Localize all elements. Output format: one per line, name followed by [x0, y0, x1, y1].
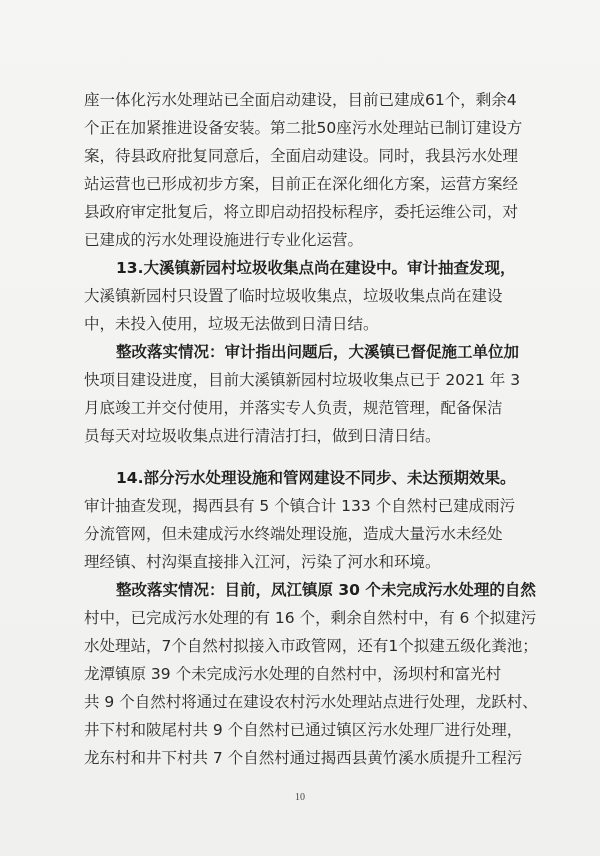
- text-line: 月底竣工并交付使用，并落实专人负责，规范管理，配备保洁: [84, 399, 503, 417]
- page-number: 10: [295, 792, 305, 803]
- text-line: 案，待县政府批复同意后，全面启动建设。同时，我县污水处理: [84, 147, 519, 165]
- text-line: 座一体化污水处理站已全面启动建设，目前已建成61个，剩余4: [84, 91, 517, 109]
- text-line: 审计抽查发现，揭西县有 5 个镇合计 133 个自然村已建成雨污: [84, 497, 516, 515]
- text-line: 大溪镇新园村只设置了临时垃圾收集点，垃圾收集点尚在建设: [84, 287, 503, 305]
- rectification-status-13: 整改落实情况：审计指出问题后，大溪镇已督促施工单位加: [116, 343, 520, 361]
- text-line: 村中，已完成污水处理的有 16 个，剩余自然村中，有 6 个拟建污: [84, 609, 537, 627]
- text-line: 龙潭镇原 39 个未完成污水处理的自然村中，汤坝村和富光村: [84, 665, 502, 683]
- text-line: 站运营也已形成初步方案，目前正在深化细化方案，运营方案经: [84, 175, 519, 193]
- text-line: 员每天对垃圾收集点进行清洁打扫，做到日清日结。: [84, 427, 441, 445]
- text-line: 井下村和陂尾村共 9 个自然村已通过镇区污水处理厂进行处理，: [84, 721, 523, 739]
- text-line: 个正在加紧推进设备安装。第二批50座污水处理站已制订建设方: [84, 119, 523, 137]
- text-line: 分流管网，但未建成污水终端处理设施，造成大量污水未经处: [84, 525, 503, 543]
- text-line: 理经镇、村沟渠直接排入江河，污染了河水和环境。: [84, 553, 441, 571]
- section-heading-13: 13.大溪镇新园村垃圾收集点尚在建设中。审计抽查发现，: [116, 259, 516, 277]
- text-line: 中，未投入使用，垃圾无法做到日清日结。: [84, 315, 379, 333]
- text-line: 已建成的污水处理设施进行专业化运营。: [84, 231, 364, 249]
- text-line: 县政府审定批复后，将立即启动招投标程序，委托运维公司，对: [84, 203, 519, 221]
- text-line: 共 9 个自然村将通过在建设农村污水处理站点进行处理，龙跃村、: [84, 693, 538, 711]
- text-line: 水处理站，7个自然村拟接入市政管网，还有1个拟建五级化粪池；: [84, 637, 538, 655]
- text-line: 快项目建设进度，目前大溪镇新园村垃圾收集点已于 2021 年 3: [84, 371, 521, 389]
- text-line: 龙东村和井下村共 7 个自然村通过揭西县黄竹溪水质提升工程污: [84, 749, 523, 767]
- rectification-status-14: 整改落实情况：目前，凤江镇原 30 个未完成污水处理的自然: [116, 581, 536, 599]
- section-heading-14: 14.部分污水处理设施和管网建设不同步、未达预期效果。: [116, 469, 516, 487]
